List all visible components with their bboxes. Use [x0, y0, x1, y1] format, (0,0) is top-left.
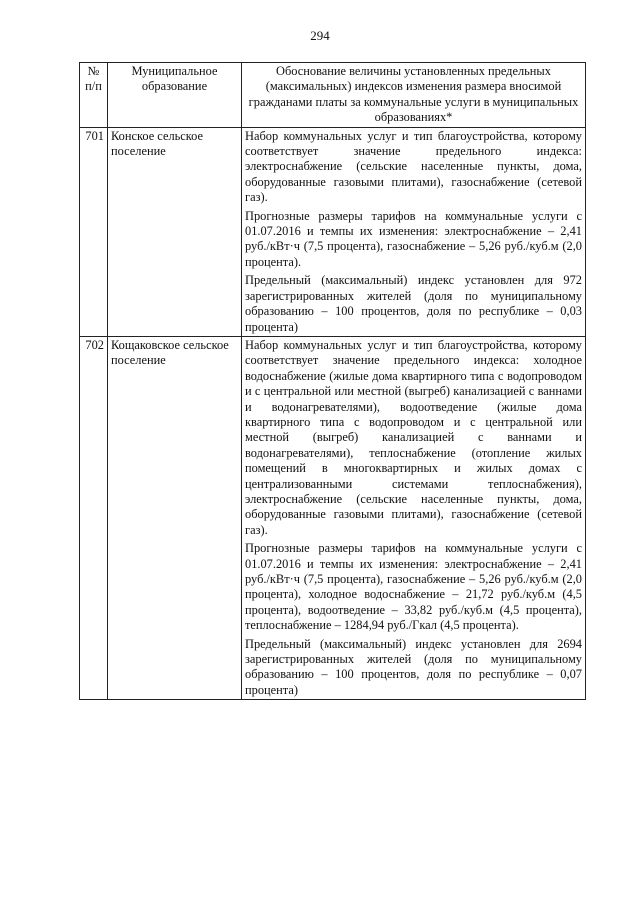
- justification-paragraph: Набор коммунальных услуг и тип благоустройства, которому соответствует значение предельного индекса: электроснабжение (сельские населенные пункты, дома, оборудованные газовыми плитами), газоснабжение (сетевой газ).: [245, 128, 582, 205]
- row-justification: [242, 336, 586, 699]
- row-justification: [242, 127, 586, 336]
- page-number: 294: [310, 28, 330, 43]
- table-row: [80, 336, 586, 699]
- header-num: № п/п: [80, 63, 108, 128]
- row-number: 701: [80, 127, 108, 336]
- row-municipality: Конское сельское поселение: [108, 127, 242, 336]
- justification-paragraph: Набор коммунальных услуг и тип благоустройства, которому соответствует значение предельного индекса: холодное водоснабжение (жилые дома квартирного типа с водопроводом и с центральной или местной (выгреб) канализацией с ваннами и водонагревателями), водоотведение (жилые дома квартирного типа с водопроводом и с центральной или местной (выгреб) канализацией с ваннами и водонагревателями), теплоснабжение (отопление жилых помещений в многоквартирных и жилых домах с централизованными системами теплоснабжения), электроснабжение (сельские населенные пункты, дома, оборудованные газовыми плитами), газоснабжение (сетевой газ).: [245, 337, 582, 537]
- table-row: [80, 127, 586, 336]
- justification-paragraph: Прогнозные размеры тарифов на коммунальные услуги с 01.07.2016 и темпы их изменения: электроснабжение – 2,41 руб./кВт·ч (7,5 процента), газоснабжение – 5,26 руб./куб.м (2,0 процента), холодное водоснабжение – 21,72 руб./куб.м (4,5 процента), водоотведение – 33,82 руб./куб.м (4,5 процента), теплоснабжение – 1284,94 руб./Гкал (4,5 процента).: [245, 541, 582, 633]
- header-municipality: Муниципальное образование: [108, 63, 242, 128]
- justification-paragraph: Предельный (максимальный) индекс установлен для 2694 зарегистрированных жителей (доля по муниципальному образованию – 100 процентов, доля по республике – 0,07 процента): [245, 636, 582, 697]
- row-number: 702: [80, 336, 108, 699]
- header-justification: Обоснование величины установленных предельных (максимальных) индексов изменения размера вносимой гражданами платы за коммунальные услуги в муниципальных образованиях*: [242, 63, 586, 128]
- justification-paragraph: Прогнозные размеры тарифов на коммунальные услуги с 01.07.2016 и темпы их изменения: электроснабжение – 2,41 руб./кВт·ч (7,5 процента), газоснабжение – 5,26 руб./куб.м (2,0 процента).: [245, 208, 582, 269]
- justification-paragraph: Предельный (максимальный) индекс установлен для 972 зарегистрированных жителей (доля по муниципальному образованию – 100 процентов, доля по республике – 0,03 процента): [245, 273, 582, 334]
- row-municipality: Кощаковское сельское поселение: [108, 336, 242, 699]
- table-header-row: [80, 63, 586, 128]
- index-table: [79, 62, 586, 700]
